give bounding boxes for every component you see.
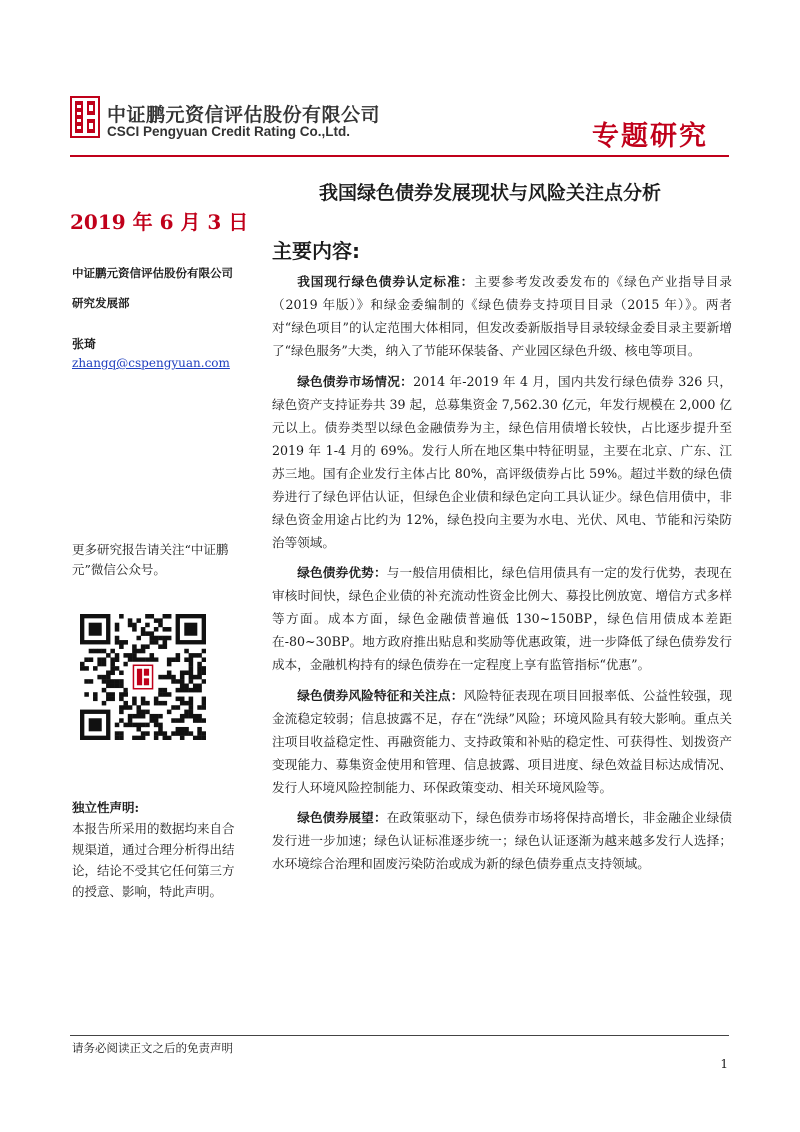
sidebar-author: 张琦: [72, 337, 97, 351]
section-text: 2014 年-2019 年 4 月，国内共发行绿色债券 326 只，绿色资产支持证券共 39 起，总募集资金 7,562.30 亿元，年发行规模在 2,000 亿元以上。债券类型以绿色金融债券为主，绿色信用债增长较快，占比逐步提升至 2019 年 1-4 月的 69%。发行人所在地区集中特征明显，主要在北京、广东、江苏三地。国有企业发行主体占比 80%，高评级债券占比 59%。超过半数的绿色债券进行了绿色评估认证，但绿色企业债和绿色定向工具认证少。绿色信用债中，非绿色资金用途占比约为 12%，绿色投向主要为水电、光伏、风电、节能和污染防治等领域。: [272, 373, 732, 550]
qr-code-icon[interactable]: [80, 614, 206, 740]
section-lead: 绿色债券风险特征和关注点：: [297, 687, 464, 703]
report-title: 我国绿色债券发展现状与风险关注点分析: [318, 182, 661, 204]
summary-heading: 主要内容:: [272, 239, 360, 263]
section-risks: [272, 684, 732, 799]
independence-statement: 本报告所采用的数据均来自合规渠道，通过合理分析得出结论，结论不受其它任何第三方的授意、影响，特此声明。: [72, 821, 235, 899]
wechat-follow-note: 更多研究报告请关注“中证鹏元”微信公众号。: [72, 542, 229, 577]
section-lead: 我国现行绿色债券认定标准：: [297, 274, 475, 289]
author-email-link[interactable]: zhangq@cspengyuan.com: [72, 356, 230, 370]
report-type-label: 专题研究: [592, 121, 708, 152]
summary-body: [272, 270, 732, 883]
company-logo-icon: [70, 96, 100, 138]
section-outlook: [272, 806, 732, 875]
disclaimer-note: 请务必阅读正文之后的免责声明: [72, 1041, 233, 1055]
section-text: 主要参考发改委发布的《绿色产业指导目录（2019 年版）》和绿金委编制的《绿色债券支持项目目录（2015 年）》。两者对“绿色项目”的认定范围大体相同，但发改委新版指导目录较绿金委目录主要新增了“绿色服务”大类，纳入了节能环保装备、产业园区绿色升级、核电等项目。: [272, 274, 733, 358]
company-name-cn: 中证鹏元资信评估股份有限公司: [107, 104, 381, 126]
section-lead: 绿色债券展望：: [297, 810, 387, 825]
section-advantages: [272, 561, 732, 676]
independence-heading: 独立性声明:: [72, 800, 140, 815]
section-standard: [272, 270, 732, 362]
section-text: 与一般信用债相比，绿色信用债具有一定的发行优势，表现在审核时间快，绿色企业债的补充流动性资金比例大、募投比例放宽、增信方式多样等方面。成本方面，绿色金融债普遍低 130~150BP，绿色信用债成本差距在-80~30BP。地方政府推出贴息和奖励等优惠政策，进一步降低了绿色债券发行成本，金融机构持有的绿色债券在一定程度上享有监管指标“优惠”。: [272, 565, 733, 672]
section-lead: 绿色债券优势：: [297, 565, 387, 580]
section-text: 风险特征表现在项目回报率低、公益性较强，现金流稳定较弱；信息披露不足，存在“洗绿”风险；环境风险具有较大影响。重点关注项目收益稳定性、再融资能力、支持政策和补贴的稳定性、可获得性、划拨资产变现能力、募集资金使用和管理、信息披露、项目进度、绿色效益目标达成情况、发行人环境风险控制能力、环保政策变动、相关环境风险等。: [272, 687, 733, 795]
section-text: 在政策驱动下，绿色债券市场将保持高增长，非金融企业绿债发行进一步加速；绿色认证标准逐步统一；绿色认证逐渐为越来越多发行人选择；水环境综合治理和固废污染防治或成为新的绿色债券重点支持领域。: [272, 810, 733, 871]
section-lead: 绿色债券市场情况：: [297, 373, 414, 389]
sidebar-company: 中证鹏元资信评估股份有限公司: [72, 266, 233, 280]
sidebar-department: 研究发展部: [72, 296, 130, 310]
report-date: 2019 年 6 月 3 日: [70, 210, 249, 234]
company-name-en: CSCI Pengyuan Credit Rating Co.,Ltd.: [107, 124, 351, 139]
page-number: 1: [720, 1057, 728, 1071]
section-market: [272, 370, 732, 554]
header-divider: [70, 155, 729, 157]
footer-divider: [70, 1035, 729, 1036]
